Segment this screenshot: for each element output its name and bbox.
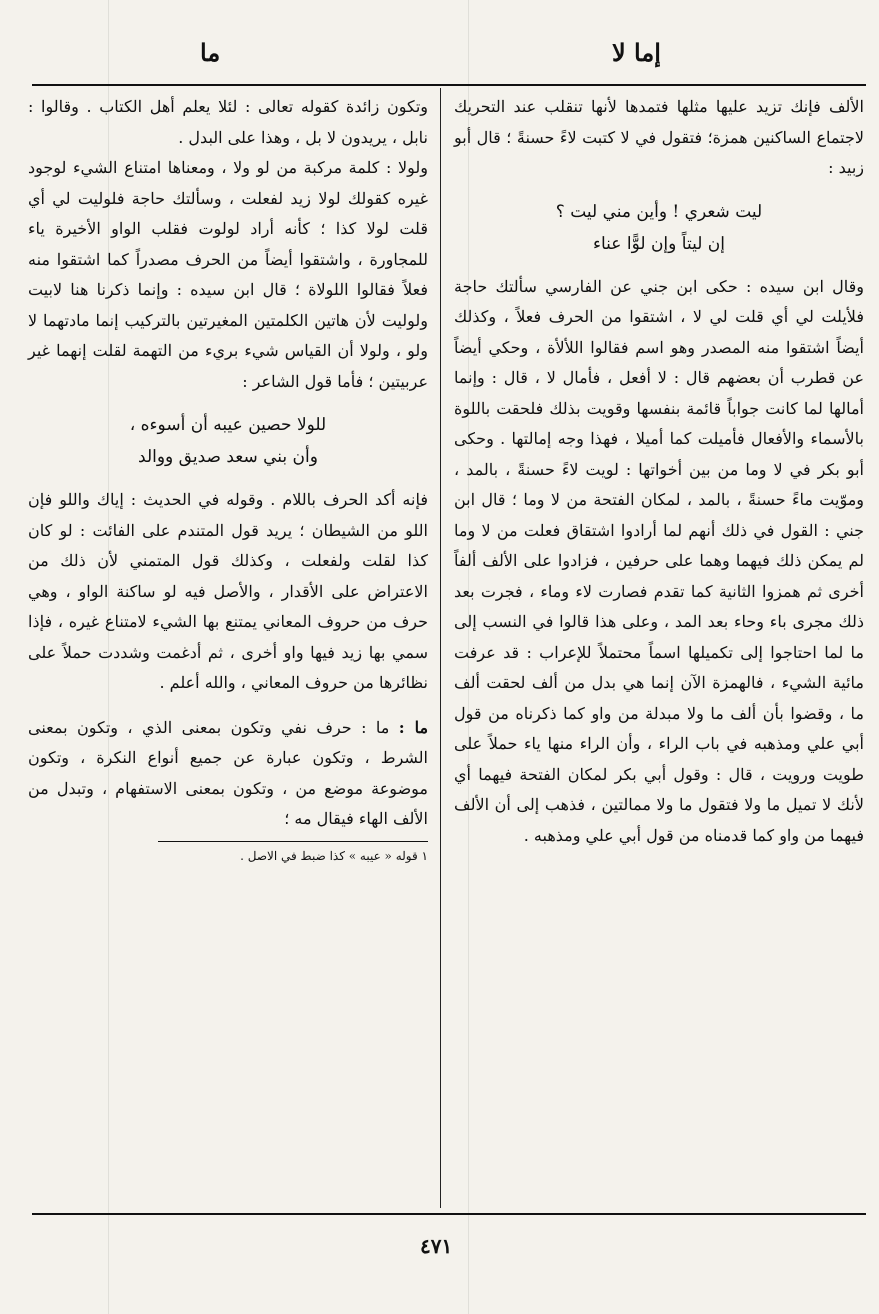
right-paragraph-1: الألف فإنك تزيد عليها مثلها فتمدها لأنها تنقلب عند التحريك لاجتماع الساكنين همزة؛ فتقول في لا كتبت لاءً حسنةً ؛ قال أبو زبيد : — [454, 97, 864, 177]
top-rule — [32, 84, 866, 86]
left-verse-line-2: وأن بني سعد صديق ووالد — [138, 447, 318, 467]
header-right-title: إما لا — [612, 38, 661, 67]
bottom-rule — [32, 1213, 866, 1215]
left-paragraph-3: فإنه أكد الحرف باللام . وقوله في الحديث : إياك واللو فإن اللو من الشيطان ؛ يريد قول المتندم على الفائت : لو كان كذا لقلت ولفعلت ، وكذلك قول المتمني لأن ذلك من الاعتراض على الأقدار ، والأصل فيه لو ساكنة الواو ، وهي حرف من حروف المعاني يمتنع بها الشيء لامتناع غيره ، فإذا سمي بها زيد فيها واو أخرى ، ثم أدغمت وشددت حملاً على نظائرها من حروف المعاني ، والله أعلم . — [28, 490, 429, 692]
left-paragraph-1: وتكون زائدة كقوله تعالى : لئلا يعلم أهل الكتاب . وقالوا : نابل ، يريدون لا بل ، وهذا على البدل . — [28, 97, 428, 147]
right-verse — [454, 196, 864, 260]
left-paragraph-2: ولولا : كلمة مركبة من لو ولا ، ومعناها امتناع الشيء لوجود غيره كقولك لولا زيد لفعلت ، وسألتك حاجة فلوليت لي أي قلت لولا كذا ؛ كأنه أراد لولوت فقلب الواو الأخيرة ياء للمجاورة ، واشتقوا أيضاً من الحرف مصدراً كما اشتقوا منه فعلاً فقالوا اللولاة ؛ قال ابن سيده : وإنما ذكرنا هنا لابيت ولوليت لأن هاتين الكلمتين المغيرتين بالتركيب إنما مادتهما لا ولو ، ولولا أن القياس شيء بريء من التهمة لقلت إنهما غير عربيتين ؛ فأما قول الشاعر : — [28, 158, 428, 391]
column-divider — [440, 88, 441, 1208]
footnote: ١ قوله « عيبه » كذا ضبط في الاصل . — [240, 848, 428, 863]
entry-text: ما : حرف نفي وتكون بمعنى الذي ، وتكون بمعنى الشرط ، وتكون عبارة عن جميع أنواع النكرة ، وتكون موضوعة موضع من ، وتكون بمعنى الاستفهام ، وتبدل من الألف الهاء فيقال مه ؛ — [28, 717, 428, 828]
right-verse-line-2: إن ليتاً وإن لوًّا عناء — [593, 233, 725, 254]
footnote-rule — [158, 841, 428, 842]
left-verse — [28, 409, 428, 473]
right-paragraph-2: وقال ابن سيده : حكى ابن جني عن الفارسي سألتك حاجة فلأيلت لي أي قلت لي لا ، اشتقوا من الحرف فعلاً ، وكذلك أيضاً اشتقوا منه المصدر وهو اسم فقالوا اللألأة ، وحكي أيضاً عن قطرب أن بعضهم قال : لا أفعل ، فأمال لا ، قال : وإنما أمالها لما كانت جواباً قائمة بنفسها وقويت بذلك فلحقت باللوة بالأسماء والأفعال فأميلت كما أميلا ، فهذا وجه إمالتها . وحكى أبو بكر في لا وما من بين أخواتها : لويت لاءً حسنةً ، بالمد ، وموّيت ماءً حسنةً ، بالمد ، لمكان الفتحة من لا وما ؛ قال ابن جني : القول في ذلك أنهم لما أرادوا اشتقاق فعلت من لا وما لم يمكن ذلك فيهما وهما على حرفين ، فزادوا على الألف ألفاً أخرى ثم همزوا الثانية كما تقدم فصارت لاء وماء ، فجرت بعد ذلك مجرى باء وحاء بعد المد ، وعلى هذا قالوا في النسب إلى ما لما احتاجوا إلى تكميلها اسماً محتملاً للإعراب : قد عرفت مائية الشيء ، فالهمزة الآن إنما هي بدل من ألف لحقت ألف ما ، وقضوا بأن ألف ما ولا مبدلة من واو كما ذكرناه من قول أبي علي ومذهبه في باب الراء ، وأن الراء منها ياء حملاً على طويت ورويت ، قال : وقول أبي بكر لمكان الفتحة فيهما أي لأنك لا تميل ما ولا فتقول ما ولا ممالتين ، فذهب إلى أن الألف فيهما من واو كما قدمناه من قول أبي علي ومذهبه . — [454, 276, 865, 845]
entry-ma — [28, 713, 428, 835]
right-column — [454, 92, 864, 851]
left-verse-line-1: للولا حصين عيبه أن أسوءه ، — [129, 415, 327, 435]
page-number: ٤٧١ — [420, 1234, 453, 1258]
entry-gap — [28, 699, 428, 713]
right-verse-line-1: ليت شعري ! وأين مني ليت ؟ — [555, 201, 763, 222]
left-column — [28, 92, 428, 866]
header-left-title: ما — [200, 38, 221, 67]
entry-head: ما : — [398, 717, 429, 737]
